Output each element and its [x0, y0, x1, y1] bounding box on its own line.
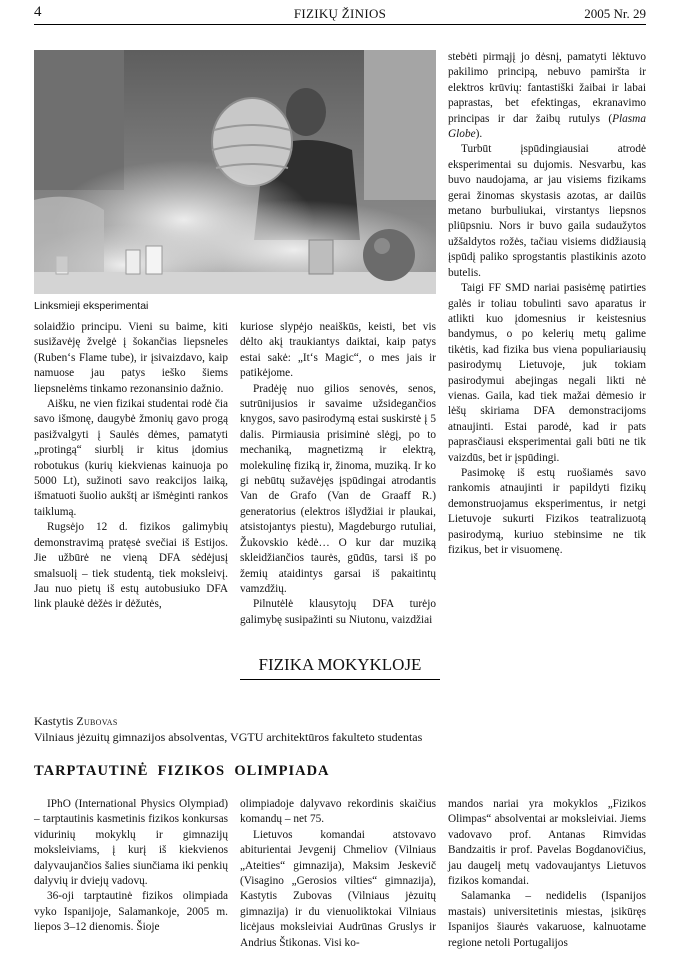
article-title: TARPTAUTINĖ FIZIKOS OLIMPIADA [34, 763, 330, 779]
paragraph: Lietuvos komandai atstovavo abiturientai Jevgenij Chmeliov (Vilniaus „Ateities“ gimnazija), Maksim Jeskevič (Visagino „Gerosios vilties“ gimnazija), Kastytis Zubovas (Vilniaus jėzuitų gimnazija) ir du vienuoliktokai Vilniaus licėjaus moksleiviai Audrūnas Gruslys ir Andrius Štikonas. Visi ko- [240, 828, 436, 949]
experiment-photo [34, 50, 436, 294]
experiment-photo-illustration [34, 50, 436, 294]
section-rule [240, 679, 440, 680]
paragraph: Rugsėjo 12 d. fizikos galimybių demonstravimą pratęsė svečiai iš Estijos. Jie užbūrė ne vieną DFA sėdėjusį smalsuolį – tiek studentą, tiek moksleivį. Jau nuo pietų iš estų autobusiuko DFA link plaukė dėžės ir dėžutės, [34, 521, 228, 611]
paragraph: Pilnutėlė klausytojų DFA turėjo galimybę susipažinti su Niutonu, vaizdžiai [240, 598, 436, 626]
photo-caption: Linksmieji eksperimentai [34, 300, 149, 312]
article1-column-3 [448, 50, 646, 558]
paragraph-text: stebėti pirmąjį jo dėsnį, pamatyti lėktuvo pakilimo principą, nebuvo pamiršta ir elektros krūvių: fantastiški žaibai ir labai paprastas, bet efektingas, ekranavimo principas ir dar žaibų rutulys [448, 51, 646, 125]
paragraph: 36-oji tarptautinė fizikos olimpiada vyko Ispanijoje, Salamankoje, 2005 m. liepos 3–12 dienomis. Šioje [34, 890, 228, 934]
paragraph: mandos nariai yra mokyklos „Fizikos Olimpas“ absolventai ar moksleiviai. Jiems vadovavo prof. Antanas Rimvidas Bandzaitis ir prof. Pavelas Bogdanovičius, jau daugelį metų vadovaujantys Lietuvos fizikos komandai. [448, 798, 646, 888]
paragraph: Aišku, ne vien fizikai studentai rodė čia savo išmonę, daugybė žmonių gavo progą pasižvalgyti į Saulės dėmes, pamatyti „protingą“ siurblį ir kitus įdomius robotukus (kurių kiekvienas kainuoja po 5000 Lt), sužinoti savo reakcijos laiką, išmatuoti šuolio aukštį ar išmėginti rankos taiklumą. [34, 398, 228, 518]
author-name [34, 714, 118, 729]
paragraph: Turbūt įspūdingiausiai atrodė eksperimentai su dujomis. Nesvarbu, kas buvo naudojama, ar jau visiems fizikams gerai žinomas skystasis azotas, ar dailūs metano burbuliukai, virstantys liepsnos pliūpsniu. Nors ir buvo gaila sudaužytos užšaldytos rožės, tačiau visiems didžiausią įspūdį paliko sprogstantis plastikinis azoto butelis. [448, 143, 646, 279]
author-last-name: Zubovas [76, 714, 118, 728]
article1-column-1 [34, 320, 228, 613]
paragraph: Taigi FF SMD nariai pasisėmę patirties galės ir toliau tobulinti savo aparatus ir atlikti kuo įdomesnius ir keistesnius bandymus, o po kelerių metų galime tikėtis, kad fizika bus viena populiariausių pasirodymų Lietuvoje, juk tokiam pasirodymui abejingas negali likti nė vienas. Gaila, kad tiek mažai dėmesio ir lėšų skiriama DFA demonstracijoms atnaujinti. Estai parodė, kad ir pats paprasčiausi eksperimentai gali būti ne tik vaizdūs, bet ir įspūdingi. [448, 282, 646, 464]
paragraph: kuriose slypėjo neaiškūs, keisti, bet vis dėlto akį traukiantys daiktai, kaip patys estai sakė: „It‘s Magic“, o mes jais ir patikėjome. [240, 321, 436, 380]
article2-column-2 [240, 797, 436, 951]
author-first-name: Kastytis [34, 714, 74, 728]
page-number: 4 [34, 4, 42, 20]
issue-label: 2005 Nr. 29 [584, 6, 646, 21]
paragraph: Pradėję nuo gilios senovės, senos, sutrūnijusios ir savaime užsidegančios knygos, savo pasirodymą estai suskirstė į 5 dalis. Pirmiausia prisiminė slėgį, po to mechaniką, magnetizmą ir elektrą, molekulinę fiziką ir, žinoma, muziką. Ir ko gi nebūtų sužavėjęs įspūdingai atrodantis Van de Grafo (Van de Graaff R.) generatorius (elektros išlydžiai ir plaukai, atsistojantys piestu), Magdeburgo rutuliai, Žukovskio kėdė… O kur dar muziką skleidžiančios taurės, gūdūs, tarsi iš po žemių ataidintys garsai iš pakaitintų vamzdžių. [240, 382, 436, 595]
paragraph: IPhO (International Physics Olympiad) – tarptautinis kasmetinis fizikos konkursas vidurinių mokyklų ir gimnazijų moksleiviams, į kurį iš kiekvienos dalyvaujančios šalies siunčiama iki penkių dalyvių ir dviejų vadovų. [34, 798, 228, 888]
italic-term: Plasma Globe [448, 112, 646, 141]
paragraph: Pasimokę iš estų ruošiamės savo rankomis atnaujinti ir papildyti fizikų demonstruojamus eksperimentus, ir netgi Lietuvoje sukurti Fizikos teatralizuotą pasirodymą, kuriuo stebinsime ne tik fizikus, bet ir visuomenę. [448, 466, 646, 556]
article2-column-1 [34, 797, 228, 936]
section-title: FIZIKA MOKYKLOJE [258, 655, 422, 674]
article2-column-3 [448, 797, 646, 951]
author-affiliation: Vilniaus jėzuitų gimnazijos absolventas, VGTU architektūros fakulteto studentas [34, 730, 423, 744]
paragraph: solaidžio principu. Vieni su baime, kiti susižavėję žvelgė į šokančias liepsneles (Ruben‘s Flame tube), ir įsivaizdavo, kaip namuose jau patys ieško šiems liepsnelėms tinkamo rezonansinio dažnio. [34, 321, 228, 395]
journal-title: FIZIKŲ ŽINIOS [293, 6, 387, 21]
header-rule [34, 24, 646, 25]
paragraph: olimpiadoje dalyvavo rekordinis skaičius komandų – net 75. [240, 798, 436, 826]
article1-column-2 [240, 320, 436, 628]
paragraph: stebėti pirmąjį jo dėsnį, pamatyti lėktuvo pakilimo principą, nebuvo pamiršta ir elektros krūvių: fantastiški žaibai ir labai paprastas, bet efektingas, ekranavimo principas ir dar žaibų rutulys (Plasma Globe). [448, 51, 646, 141]
paragraph: Salamanka – nedidelis (Ispanijos mastais) universitetinis miestas, įsikūręs Ispanijos šiaurės vakaruose, kalnuotame regione netoli Portugalijos [448, 890, 646, 949]
